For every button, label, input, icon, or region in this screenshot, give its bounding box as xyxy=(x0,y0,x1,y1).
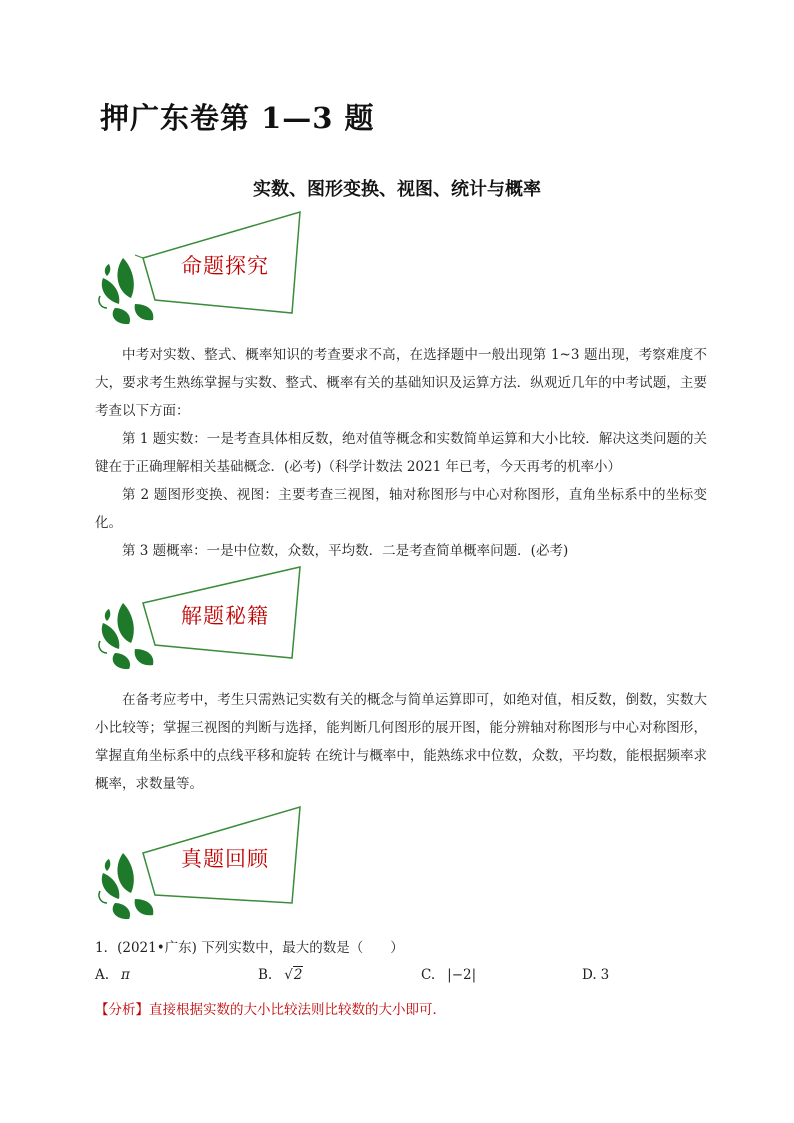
banner-explore xyxy=(95,200,310,330)
option-c-letter: C. xyxy=(421,967,436,983)
banner-label-explore: 命题探究 xyxy=(181,254,269,278)
banner-tips xyxy=(95,545,310,675)
option-a-value: π xyxy=(121,967,130,983)
banner-review xyxy=(95,795,310,925)
explore-paragraph-1: 中考对实数、整式、概率知识的考查要求不高，在选择题中一般出现第 1~3 题出现，考察难度不大，要求考生熟练掌握与实数、整式、概率有关的基础知识及运算方法．纵观近几年的中考试题，主要考查以下方面： xyxy=(95,347,707,419)
banner-label-tips: 解题秘籍 xyxy=(181,604,269,628)
option-d-value: 3 xyxy=(600,967,610,983)
option-b-value: √2 xyxy=(284,967,303,983)
option-b-letter: B. xyxy=(258,967,273,983)
explore-paragraph-4: 第 3 题概率：一是中位数，众数，平均数．二是考查简单概率问题．(必考) xyxy=(122,543,569,559)
analysis-text: 【分析】直接根据实数的大小比较法则比较数的大小即可． xyxy=(95,1002,446,1018)
tips-paragraph: 在备考应考中，考生只需熟记实数有关的概念与简单运算即可，如绝对值，相反数，倒数，实数大小比较等；掌握三视图的判断与选择，能判断几何图形的展开图，能分辨轴对称图形与中心对称图形，掌握直角坐标系中的点线平移和旋转 在统计与概率中，能熟练求中位数，众数，平均数，能根据频率求概率，求数量等。 xyxy=(95,692,707,792)
option-d[interactable] xyxy=(582,967,609,983)
page-title: 押广东卷第 1—3 题 xyxy=(100,101,375,135)
option-c-value: |−2| xyxy=(447,967,477,983)
option-a[interactable] xyxy=(95,967,130,983)
option-b[interactable] xyxy=(258,967,303,983)
option-c[interactable] xyxy=(421,967,476,983)
page-subtitle: 实数、图形变换、视图、统计与概率 xyxy=(253,179,541,200)
banner-label-review: 真题回顾 xyxy=(181,847,269,871)
question-1: 1．(2021•广东) 下列实数中，最大的数是（ ） xyxy=(95,940,404,956)
explore-paragraph-3: 第 2 题图形变换、视图：主要考查三视图，轴对称图形与中心对称图形，直角坐标系中的坐标变化。 xyxy=(95,487,707,531)
option-a-letter: A. xyxy=(95,967,110,983)
explore-paragraph-2: 第 1 题实数：一是考查具体相反数，绝对值等概念和实数简单运算和大小比较．解决这类问题的关键在于正确理解相关基础概念．(必考)（科学计数法 2021 年已考，今天再考的机率小） xyxy=(95,431,707,475)
option-d-letter: D. xyxy=(582,967,597,983)
option-b-radicand: 2 xyxy=(293,967,303,983)
